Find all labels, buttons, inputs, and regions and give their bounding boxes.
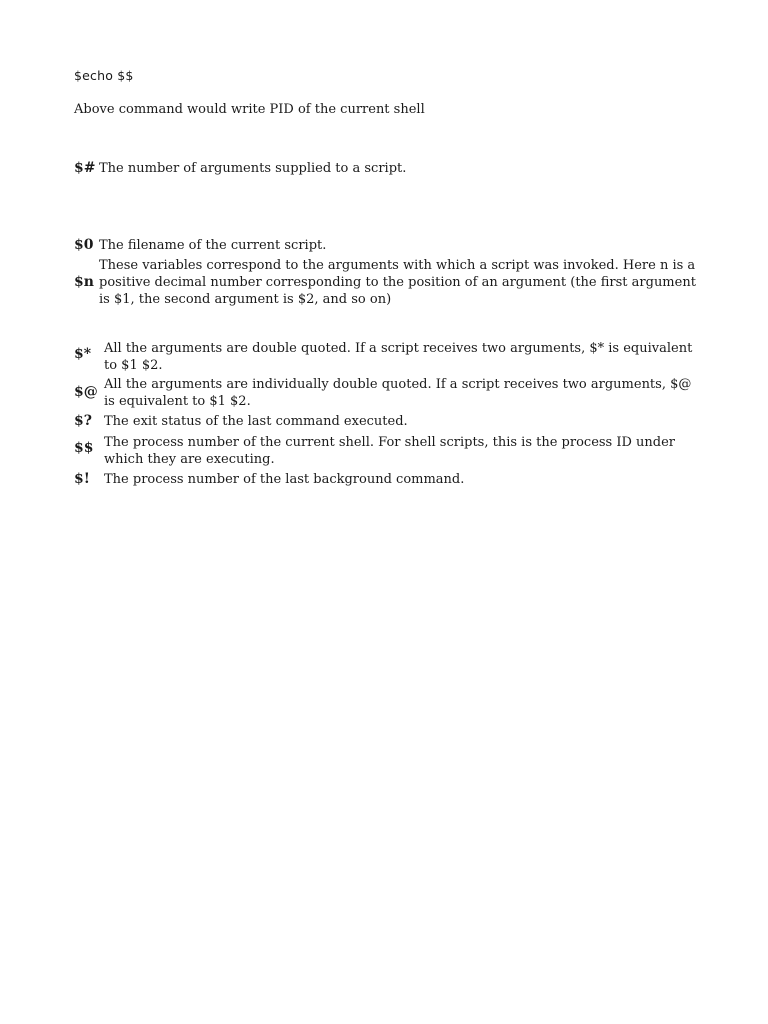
variable-row: [74, 413, 704, 430]
variable-name: $@: [74, 384, 98, 400]
variable-name: $!: [74, 471, 90, 487]
variable-description: The process number of the last background command.: [104, 472, 465, 487]
variable-description: These variables correspond to the arguments with which a script was invoked. Here n is a positive decimal number corresponding to the position of an argument (the first argument is $1, the second argument is $2, and so on): [99, 258, 696, 307]
variable-name: $*: [74, 346, 92, 362]
variable-row: [74, 257, 699, 308]
variable-name: $0: [74, 237, 94, 253]
variable-row: [74, 471, 704, 488]
variable-row: [74, 376, 704, 410]
intro-text: Above command would write PID of the current shell: [74, 102, 425, 117]
variable-name: $#: [74, 160, 96, 176]
variable-name: $n: [74, 274, 94, 290]
variable-row: [74, 340, 704, 374]
command-line: $echo $$: [74, 68, 134, 83]
variable-row: [74, 160, 699, 177]
variable-description: The number of arguments supplied to a script.: [99, 161, 407, 176]
variable-description: The filename of the current script.: [99, 238, 327, 253]
variable-description: The exit status of the last command executed.: [104, 414, 408, 429]
variable-row: [74, 434, 704, 468]
variable-name: $$: [74, 440, 94, 456]
variable-name: $?: [74, 413, 92, 429]
variable-description: The process number of the current shell. For shell scripts, this is the process ID under which they are executing.: [104, 435, 676, 467]
variable-row: [74, 237, 699, 254]
variable-description: All the arguments are individually double quoted. If a script receives two arguments, $@ is equivalent to $1 $2.: [104, 377, 692, 409]
variable-description: All the arguments are double quoted. If a script receives two arguments, $* is equivalent to $1 $2.: [104, 341, 693, 373]
